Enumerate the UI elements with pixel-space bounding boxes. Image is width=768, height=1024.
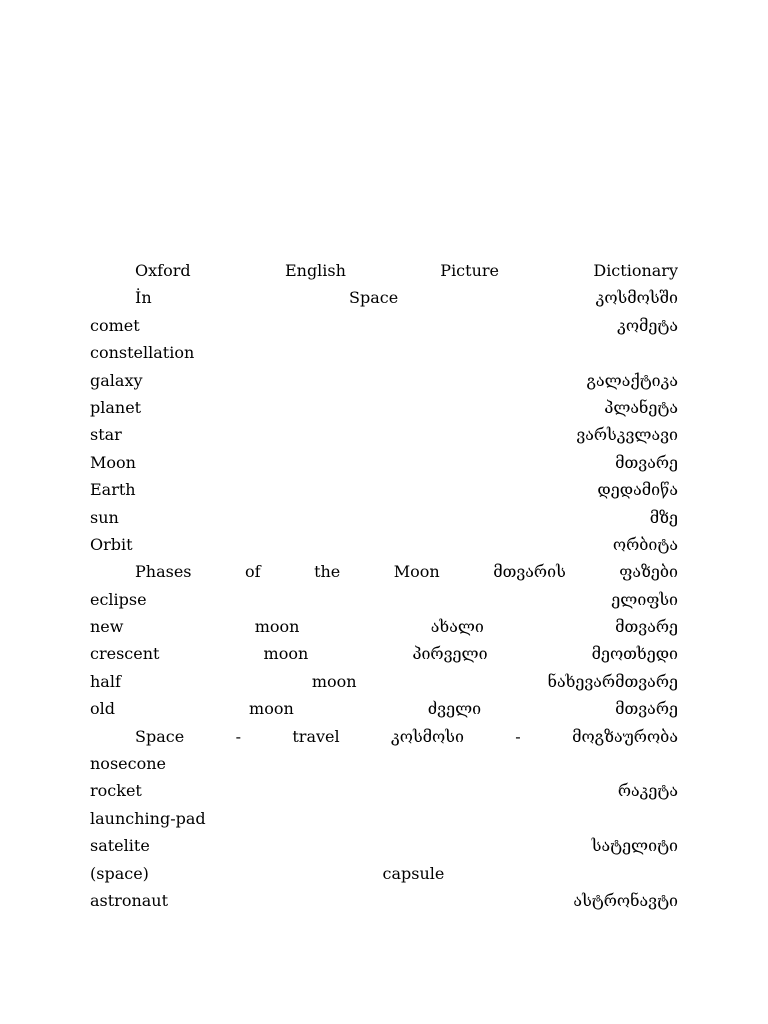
word: - [515, 726, 521, 746]
word: ნახევარმთვარე [547, 671, 678, 691]
word: ელიფსი [611, 589, 678, 609]
word: comet [90, 315, 140, 335]
document-page [90, 257, 678, 914]
word: crescent [90, 644, 160, 664]
word: გალაქტიკა [586, 370, 678, 390]
word: ასტრონავტი [573, 890, 678, 910]
word: eclipse [90, 589, 147, 609]
word: Moon [90, 452, 136, 472]
text-line [90, 339, 678, 366]
text-line [90, 668, 678, 695]
word: new [90, 617, 124, 637]
text-line [90, 860, 678, 887]
word: old [90, 699, 115, 719]
word: ვარსკვლავი [576, 425, 678, 445]
word: İn [135, 288, 152, 308]
word: Earth [90, 480, 136, 500]
word: რაკეტა [617, 781, 678, 801]
word: მზე [649, 507, 678, 527]
word: sun [90, 507, 119, 527]
word: moon [254, 617, 300, 637]
word: moon [311, 671, 357, 691]
word: half [90, 671, 121, 691]
word: ფაზები [619, 562, 678, 582]
text-line [90, 257, 678, 284]
text-line [90, 284, 678, 311]
word: launching-pad [90, 808, 206, 828]
text-line [90, 367, 678, 394]
text-line [90, 586, 678, 613]
text-line [90, 832, 678, 859]
word: star [90, 425, 122, 445]
word: სატელიტი [591, 836, 678, 856]
text-line [90, 449, 678, 476]
word: astronaut [90, 890, 169, 910]
text-line [90, 777, 678, 804]
text-line [90, 695, 678, 722]
word: constellation [90, 343, 195, 363]
word: ორბიტა [612, 534, 678, 554]
word: (space) [90, 863, 149, 883]
text-line [90, 421, 678, 448]
text-line [90, 613, 678, 640]
word: Oxford [135, 261, 191, 280]
word: of [245, 562, 261, 582]
word: Dictionary [593, 261, 678, 280]
word: ახალი [430, 617, 484, 637]
word: მოგზაურობა [572, 726, 678, 746]
word: Picture [440, 261, 499, 280]
text-line [90, 531, 678, 558]
word: moon [263, 644, 309, 664]
text-line [90, 312, 678, 339]
word: მთვარის [493, 562, 566, 582]
word: მთვარე [615, 699, 678, 719]
word: moon [249, 699, 294, 719]
word: Orbit [90, 534, 133, 554]
text-line [90, 640, 678, 667]
text-line [90, 723, 678, 750]
word: პლანეტა [604, 397, 678, 417]
word: nosecone [90, 754, 166, 774]
word: ძველი [427, 699, 482, 719]
word: კოსმოსი [391, 726, 464, 746]
word: Phases [135, 562, 192, 582]
text-line [90, 750, 678, 777]
word: travel [292, 726, 340, 746]
word: მეოთხედი [591, 644, 678, 664]
text-line [90, 504, 678, 531]
word: Space [349, 288, 399, 308]
word: მთვარე [615, 452, 678, 472]
word: კომეტა [617, 315, 678, 335]
word: satelite [90, 836, 150, 856]
word: galaxy [90, 370, 143, 390]
text-line [90, 558, 678, 585]
word: დედამიწა [597, 480, 678, 500]
word: planet [90, 397, 142, 417]
word: Moon [393, 562, 440, 582]
text-line [90, 394, 678, 421]
text-line [90, 805, 678, 832]
word: კოსმოსში [595, 288, 678, 308]
word: Space [135, 726, 185, 746]
text-line [90, 887, 678, 914]
text-line [90, 476, 678, 503]
word: მთვარე [615, 617, 678, 637]
word: rocket [90, 781, 142, 801]
word: the [314, 562, 341, 582]
word: - [235, 726, 241, 746]
word: capsule [382, 863, 445, 883]
word: პირველი [412, 644, 488, 664]
word: English [284, 261, 346, 280]
